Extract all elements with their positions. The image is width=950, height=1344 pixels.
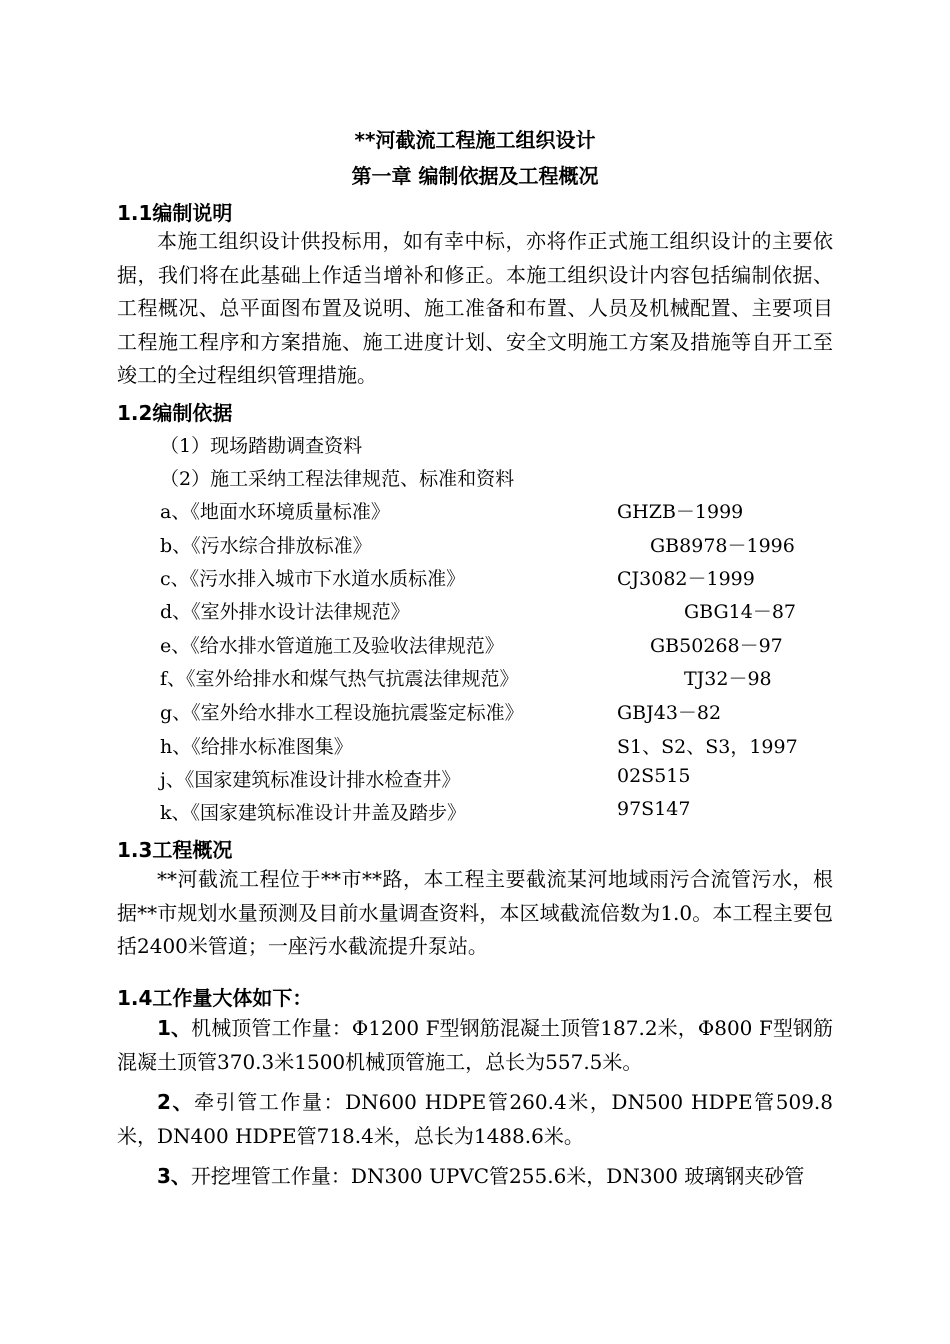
- standard-code: GHZB－1999: [617, 501, 744, 523]
- chapter-title: 第一章 编制依据及工程概况: [351, 164, 599, 188]
- standard-name: g、《室外给水排水工程设施抗震鉴定标准》: [160, 702, 524, 724]
- standard-code: GBG14－87: [684, 601, 797, 623]
- standard-name: e、《给水排水管道施工及验收法律规范》: [160, 635, 504, 657]
- section-1-3-paragraph: **河截流工程位于**市**路，本工程主要截流某河地域雨污合流管污水，根据**市规划水量预测及目前水量调查资料，本区域截流倍数为1.0。本工程主要包括2400米管道；一座污水截流提升泵站。: [117, 867, 833, 958]
- section-heading-1-3: 1.3工程概况: [117, 838, 233, 862]
- standard-code: TJ32－98: [684, 668, 772, 690]
- standard-name: f、《室外给排水和煤气热气抗震法律规范》: [160, 668, 519, 690]
- standard-name: k、《国家建筑标准设计井盖及踏步》: [160, 802, 467, 824]
- workload-item-number: 2、: [157, 1090, 195, 1114]
- standard-code: S1、S2、S3，1997: [617, 736, 798, 758]
- workload-item-3: [117, 1160, 833, 1194]
- standard-code: 02S515: [617, 765, 691, 787]
- workload-item-text: 开挖埋管工作量：DN300 UPVC管255.6米，DN300 玻璃钢夹砂管: [190, 1164, 805, 1188]
- standard-name: a、《地面水环境质量标准》: [160, 501, 390, 523]
- standard-name: c、《污水排入城市下水道水质标准》: [160, 568, 466, 590]
- standard-code: GB50268－97: [650, 635, 783, 657]
- workload-item-number: 1、: [157, 1016, 192, 1040]
- standard-code: GBJ43－82: [617, 702, 722, 724]
- section-heading-1-1: 1.1编制说明: [117, 201, 233, 225]
- section-1-1-paragraph: 本施工组织设计供投标用，如有幸中标，亦将作正式施工组织设计的主要依据，我们将在此基础上作适当增补和修正。本施工组织设计内容包括编制依据、工程概况、总平面图布置及说明、施工准备和布置、人员及机械配置、主要项目工程施工程序和方案措施、施工进度计划、安全文明施工方案及措施等自开工至竣工的全过程组织管理措施。: [117, 229, 833, 387]
- standard-code: CJ3082－1999: [617, 568, 755, 590]
- standard-code: GB8978－1996: [650, 535, 795, 557]
- standard-name: d、《室外排水设计法律规范》: [160, 601, 410, 623]
- section-heading-1-4: 1.4工作量大体如下：: [117, 986, 313, 1010]
- standard-name: j、《国家建筑标准设计排水检查井》: [160, 769, 461, 791]
- workload-item-1: [117, 1012, 833, 1079]
- standard-name: b、《污水综合排放标准》: [160, 535, 372, 557]
- basis-item-2: （2）施工采纳工程法律规范、标准和资料: [160, 468, 515, 490]
- document-title: **河截流工程施工组织设计: [354, 128, 596, 152]
- workload-item-number: 3、: [157, 1164, 191, 1188]
- workload-item-text: 机械顶管工作量：Φ1200 F型钢筋混凝土顶管187.2米，Φ800 F型钢筋混凝土顶管370.3米1500机械顶管施工，总长为557.5米。: [117, 1016, 833, 1074]
- section-heading-1-2: 1.2编制依据: [117, 401, 233, 425]
- standard-name: h、《给排水标准图集》: [160, 736, 353, 758]
- workload-item-text: 牵引管工作量：DN600 HDPE管260.4米，DN500 HDPE管509.8米，DN400 HDPE管718.4米，总长为1488.6米。: [117, 1090, 833, 1148]
- workload-item-2: [117, 1086, 833, 1153]
- basis-item-1: （1）现场踏勘调查资料: [160, 435, 363, 457]
- standard-code: 97S147: [617, 798, 691, 820]
